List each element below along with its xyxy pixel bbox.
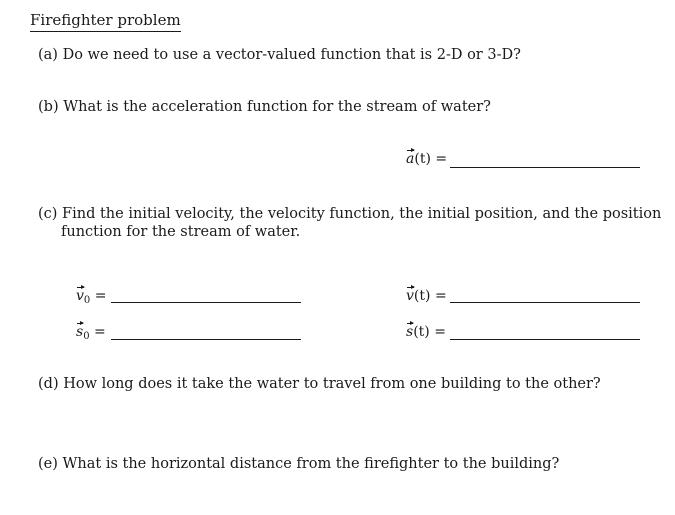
initial-velocity-equals: =	[94, 288, 107, 304]
initial-velocity-subscript: 0	[83, 295, 91, 306]
initial-velocity-answer-blank[interactable]	[111, 302, 301, 303]
position-function-answer-blank[interactable]	[450, 339, 640, 340]
velocity-function-answer-blank[interactable]	[450, 302, 640, 303]
velocity-arg: (t)	[413, 288, 431, 304]
position-equals: =	[434, 324, 446, 340]
acceleration-equals: =	[435, 151, 448, 167]
question-d: (d) How long does it take the water to travel from one building to the other?	[38, 376, 601, 392]
question-e: (e) What is the horizontal distance from the firefighter to the building?	[38, 456, 560, 472]
initial-velocity-label	[76, 288, 106, 306]
position-arg: (t)	[413, 324, 430, 340]
position-vector-symbol: s	[406, 324, 414, 340]
velocity-function-label	[406, 288, 447, 304]
acceleration-vector-symbol: a	[406, 151, 415, 167]
velocity-vector-symbol: v	[406, 288, 414, 304]
initial-position-vector-symbol: s	[76, 324, 84, 340]
acceleration-label	[406, 151, 447, 167]
initial-position-subscript: 0	[83, 331, 90, 342]
question-b: (b) What is the acceleration function for the stream of water?	[38, 99, 491, 115]
acceleration-answer-blank[interactable]	[450, 167, 640, 168]
question-c-line1: (c) Find the initial velocity, the velocity function, the initial position, and the position	[38, 206, 662, 222]
initial-position-label	[76, 324, 106, 342]
initial-position-answer-blank[interactable]	[111, 339, 301, 340]
velocity-equals: =	[434, 288, 447, 304]
acceleration-arg: (t)	[414, 151, 431, 167]
initial-position-equals: =	[94, 324, 106, 340]
question-a: (a) Do we need to use a vector-valued function that is 2-D or 3-D?	[38, 47, 521, 63]
position-function-label	[406, 324, 446, 340]
initial-velocity-vector-symbol: v	[76, 288, 84, 304]
page-title: Firefighter problem	[30, 11, 181, 32]
question-c-line2: function for the stream of water.	[61, 224, 301, 240]
